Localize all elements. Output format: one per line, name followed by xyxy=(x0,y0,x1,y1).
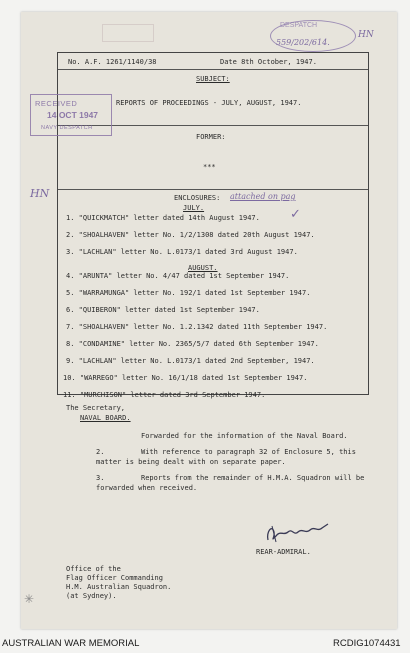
addressee-line: The Secretary, xyxy=(66,404,126,412)
received-stamp: RECEIVED 14 OCT 1947 NAVY DESPATCH xyxy=(30,94,112,136)
paragraph-2-number: 2. xyxy=(96,448,105,456)
footer-record-id: RCDIG1074431 xyxy=(333,638,401,649)
office-line: H.M. Australian Squadron. xyxy=(66,583,172,591)
body-paragraph-2-cont: matter is being dealt with on separate paper. xyxy=(96,458,286,466)
addressee-naval-board: NAVAL BOARD. xyxy=(80,414,131,422)
office-line: (at Sydney). xyxy=(66,592,117,600)
reference-number: No. A.F. 1261/1140/38 xyxy=(68,58,157,66)
divider xyxy=(58,69,368,70)
signature-title: REAR-ADMIRAL. xyxy=(256,548,311,556)
enclosure-item: 4. "ARUNTA" letter No. 4/47 dated 1st September 1947. xyxy=(66,272,290,280)
body-paragraph-3-cont: forwarded when received. xyxy=(96,484,198,492)
tick-mark-icon: ✓ xyxy=(290,207,301,222)
enclosure-item: 5. "WARRAMUNGA" letter No. 192/1 dated 1st September 1947. xyxy=(66,289,311,297)
body-paragraph-3: Reports from the remainder of H.M.A. Squadron will be xyxy=(141,474,365,482)
body-paragraph-2: With reference to paragraph 32 of Enclosure 5, this xyxy=(141,448,356,456)
enclosure-item: 2. "SHOALHAVEN" letter No. 1/2/1308 dated 20th August 1947. xyxy=(66,231,315,239)
enclosure-item: 8. "CONDAMINE" letter No. 2365/5/7 dated 6th September 1947. xyxy=(66,340,319,348)
enclosure-item: 6. "QUIBERON" letter dated 1st September 1947. xyxy=(66,306,260,314)
enclosure-item: 7. "SHOALHAVEN" letter No. 1.2.1342 dated 11th September 1947. xyxy=(66,323,328,331)
body-paragraph-1: Forwarded for the information of the Naval Board. xyxy=(141,432,348,440)
former-heading: FORMER: xyxy=(196,133,226,141)
enclosure-item: 3. "LACHLAN" letter No. L.0173/1 dated 3rd August 1947. xyxy=(66,248,298,256)
enclosure-item: 11. "MURCHISON" letter dated 3rd September 1947. xyxy=(63,391,266,399)
pencil-mark-icon: ✳ xyxy=(24,592,35,606)
despatch-stamp-text: DESPATCH xyxy=(280,22,318,29)
faint-stamp xyxy=(102,24,154,42)
handwritten-attached-note: attached on pag xyxy=(230,192,296,201)
enclosure-item: 9. "LACHLAN" letter No. L.0173/1 dated 2nd September, 1947. xyxy=(66,357,315,365)
august-heading: AUGUST. xyxy=(188,264,218,272)
handwritten-signature xyxy=(262,518,334,546)
subject-text: REPORTS OF PROCEEDINGS - JULY, AUGUST, 1947. xyxy=(116,99,302,107)
office-line: Flag Officer Commanding xyxy=(66,574,163,582)
subject-heading: SUBJECT: xyxy=(196,75,230,83)
paragraph-3-number: 3. xyxy=(96,474,105,482)
divider xyxy=(58,189,368,190)
handwritten-file-number: 559/202/614. xyxy=(276,38,330,47)
enclosure-item: 1. "QUICKMATCH" letter dated 14th August 1947. xyxy=(66,214,260,222)
document-date: Date 8th October, 1947. xyxy=(220,58,317,66)
office-line: Office of the xyxy=(66,565,121,573)
july-heading: JULY. xyxy=(183,204,205,212)
handwritten-hn-top: HN xyxy=(358,30,374,40)
handwritten-hn-left: HN xyxy=(30,187,50,200)
footer-archive-name: AUSTRALIAN WAR MEMORIAL xyxy=(2,638,140,649)
enclosure-item: 10. "WARREGO" letter No. 16/1/18 dated 1st September 1947. xyxy=(63,374,308,382)
enclosures-heading: ENCLOSURES: xyxy=(174,194,221,202)
former-text: *** xyxy=(203,163,216,171)
